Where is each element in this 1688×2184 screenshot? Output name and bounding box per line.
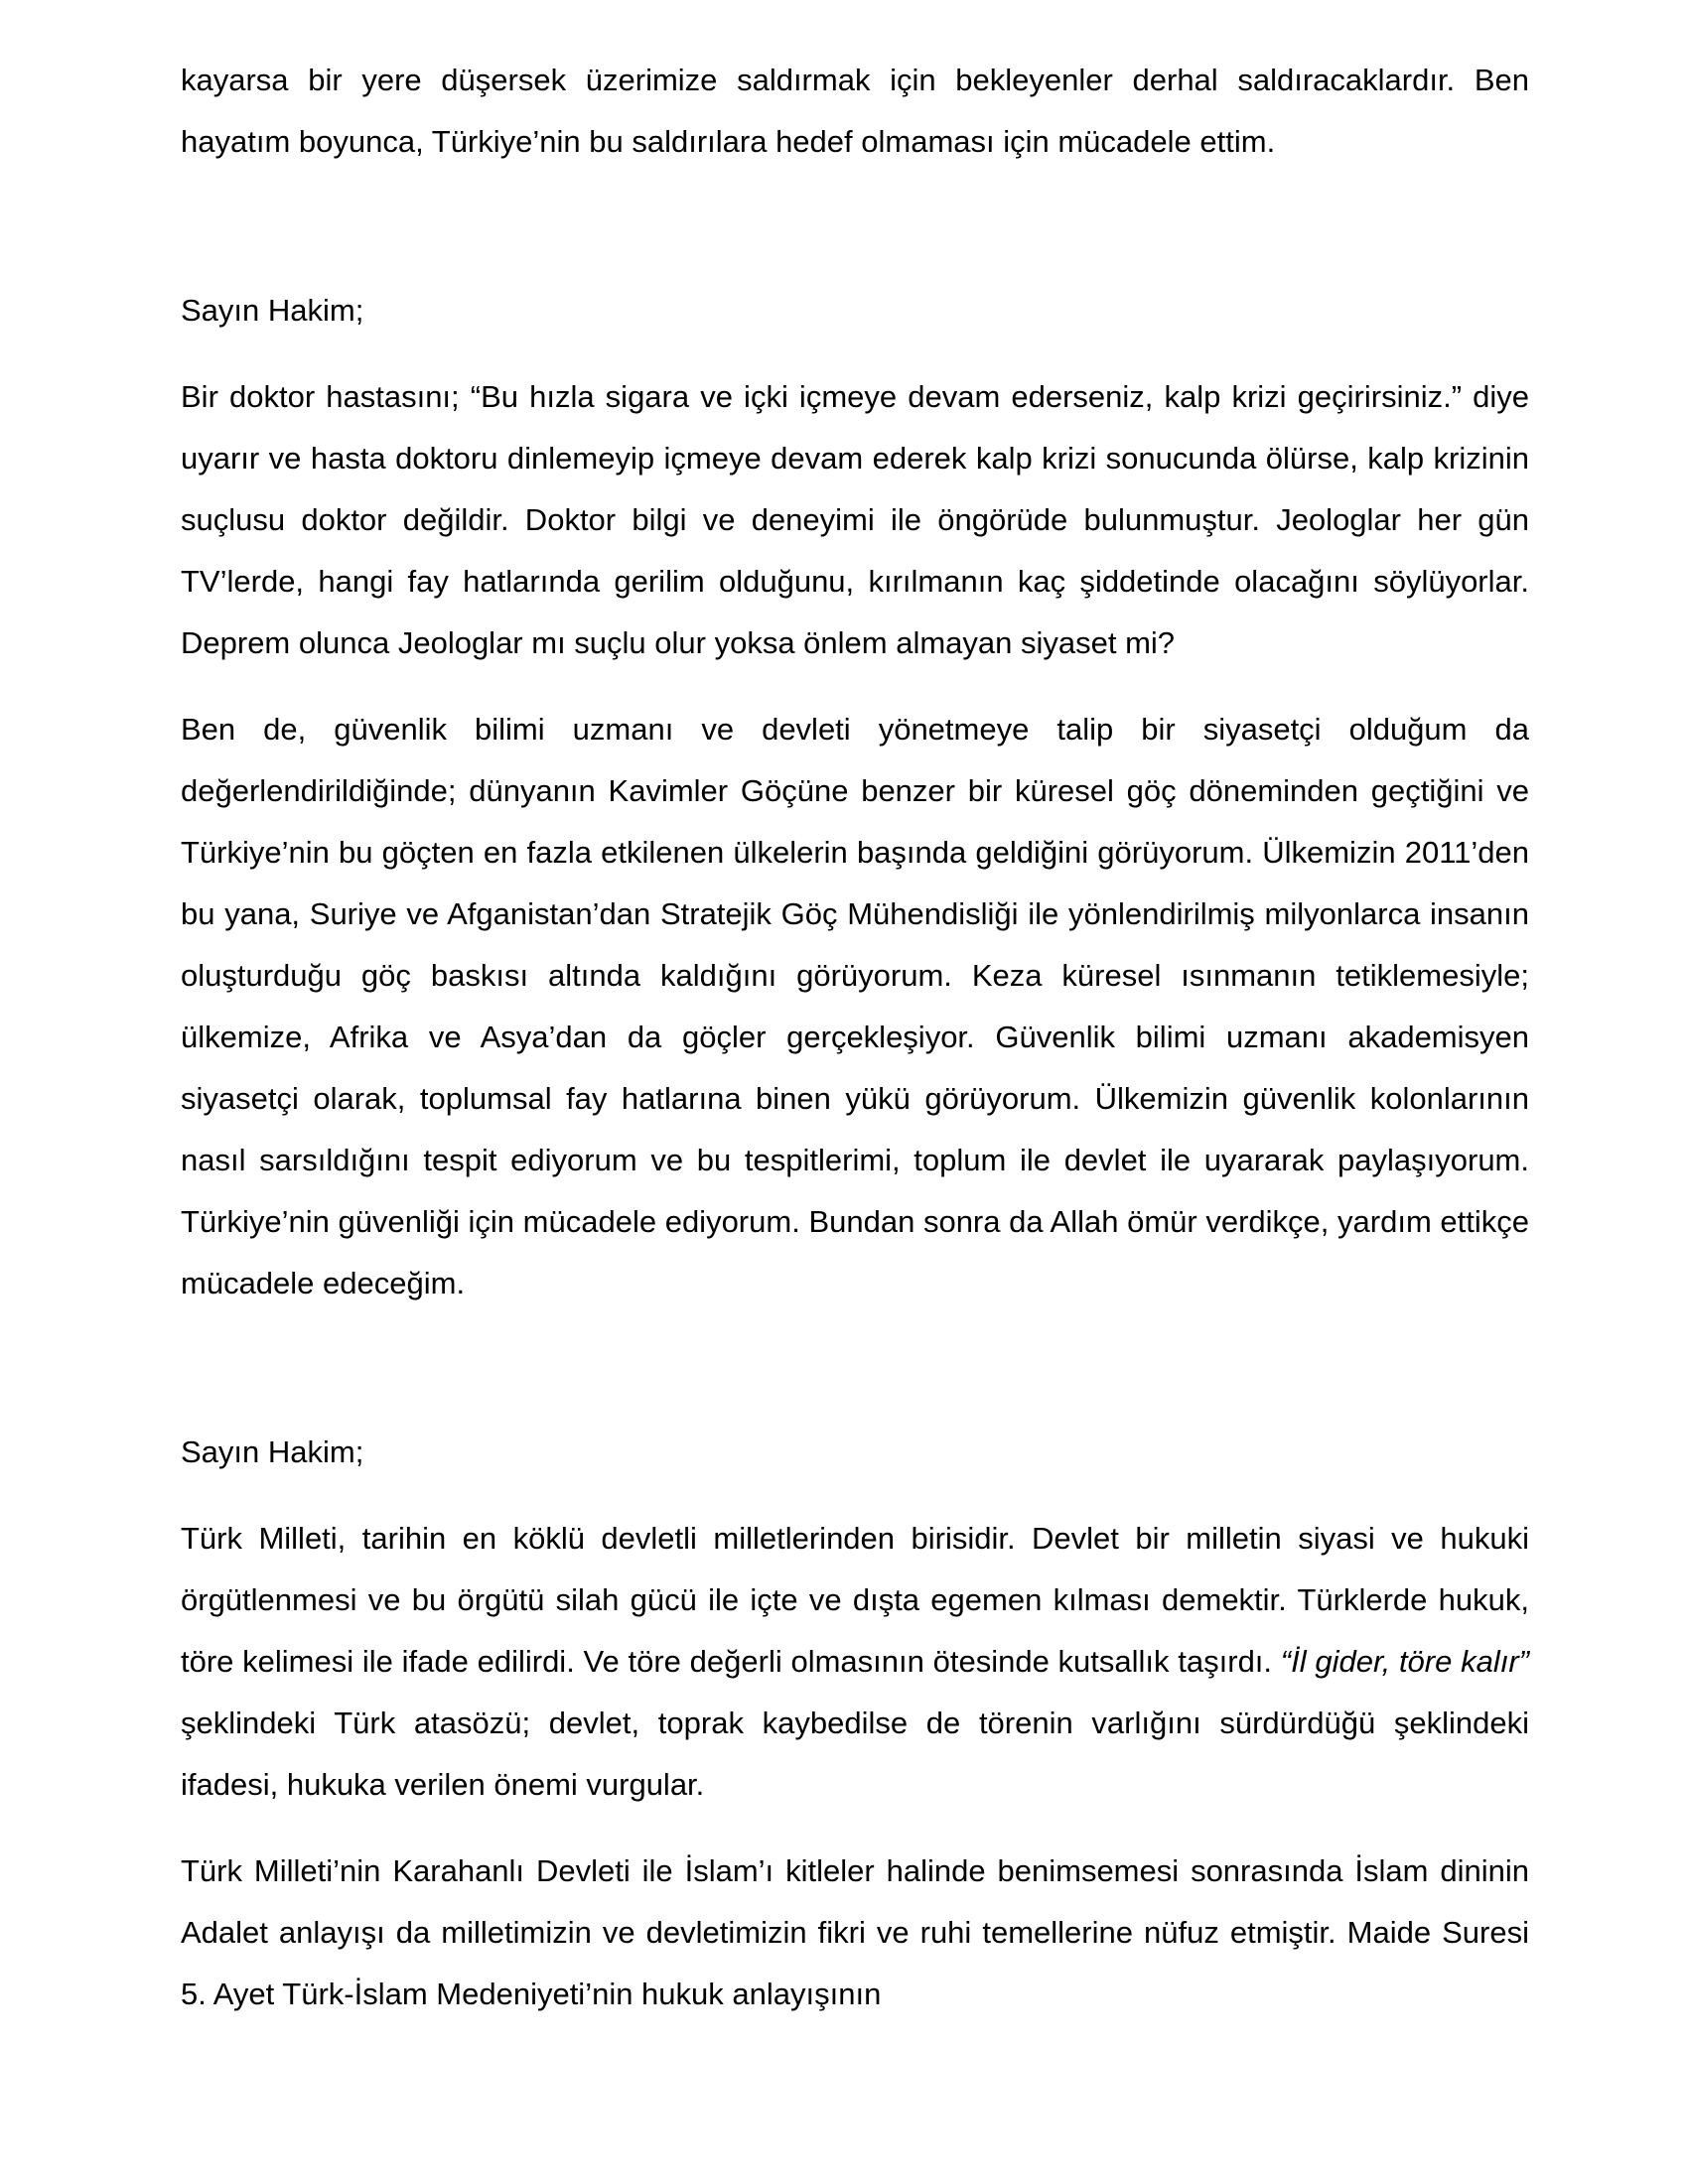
document-page: [181, 50, 1529, 2025]
spacer: [181, 173, 1529, 280]
paragraph-text: şeklindeki Türk atasözü; devlet, toprak kaybedilse de törenin varlığını sürdürdüğü şeklindeki ifadesi, hukuka verilen önemi vurgular.: [181, 1706, 1529, 1802]
salutation: Sayın Hakim;: [181, 1434, 364, 1469]
paragraph-migration: Ben de, güvenlik bilimi uzmanı ve devleti yönetmeye talip bir siyasetçi olduğum da değerlendirildiğinde; dünyanın Kavimler Göçüne benzer bir küresel göç döneminden geçtiğini ve Türkiye’nin bu göçten en fazla etkilenen ülkelerin başında geldiğini görüyorum. Ülkemizin 2011’den bu yana, Suriye ve Afganistan’dan Stratejik Göç Mühendisliği ile yönlendirilmiş milyonlarca insanın oluşturduğu göç baskısı altında kaldığını görüyorum. Keza küresel ısınmanın tetiklemesiyle; ülkemize, Afrika ve Asya’dan da göçler gerçekleşiyor. Güvenlik bilimi uzmanı akademisyen siyasetçi olarak, toplumsal fay hatlarına binen yükü görüyorum. Ülkemizin güvenlik kolonlarının nasıl sarsıldığını tespit ediyorum ve bu tespitlerimi, toplum ile devlet ile uyararak paylaşıyorum. Türkiye’nin güvenliği için mücadele ediyorum. Bundan sonra da Allah ömür verdikçe, yardım ettikçe mücadele edeceğim.: [181, 712, 1529, 1300]
spacer: [181, 674, 1529, 699]
spacer: [181, 1483, 1529, 1508]
spacer: [181, 1314, 1529, 1422]
paragraph-doctor-analogy: Bir doktor hastasını; “Bu hızla sigara ve içki içmeye devam ederseniz, kalp krizi geçirirsiniz.” diye uyarır ve hasta doktoru dinlemeyip içmeye devam ederek kalp krizi sonucunda ölürse, kalp krizinin suçlusu doktor değildir. Doktor bilgi ve deneyimi ile öngörüde bulunmuştur. Jeologlar her gün TV’lerde, hangi fay hatlarında gerilim olduğunu, kırılmanın kaç şiddetinde olacağını söylüyorlar. Deprem olunca Jeologlar mı suçlu olur yoksa önlem almayan siyaset mi?: [181, 379, 1529, 660]
proverb-quote: “İl gider, töre kalır”: [1280, 1644, 1529, 1679]
paragraph-text: Türk Milleti, tarihin en köklü devletli milletlerinden birisidir. Devlet bir milletin siyasi ve hukuki örgütlenmesi ve bu örgütü silah gücü ile içte ve dışta egemen kılması demektir. Türklerde hukuk, töre kelimesi ile ifade edilirdi. Ve töre değerli olmasının ötesinde kutsallık taşırdı.: [181, 1521, 1529, 1679]
spacer: [181, 341, 1529, 366]
paragraph-continuation: kayarsa bir yere düşersek üzerimize saldırmak için bekleyenler derhal saldıracaklardır. Ben hayatım boyunca, Türkiye’nin bu saldırılara hedef olmaması için mücadele ettim.: [181, 63, 1529, 159]
spacer: [181, 1816, 1529, 1841]
paragraph-karahanli: Türk Milleti’nin Karahanlı Devleti ile İslam’ı kitleler halinde benimsemesi sonrasında İslam dininin Adalet anlayışı da milletimizin ve devletimizin fikri ve ruhi temellerine nüfuz etmiştir. Maide Suresi 5. Ayet Türk-İslam Medeniyeti’nin hukuk anlayışının: [181, 1853, 1529, 2011]
salutation: Sayın Hakim;: [181, 293, 364, 328]
paragraph-turkish-law: [181, 1508, 1529, 1816]
